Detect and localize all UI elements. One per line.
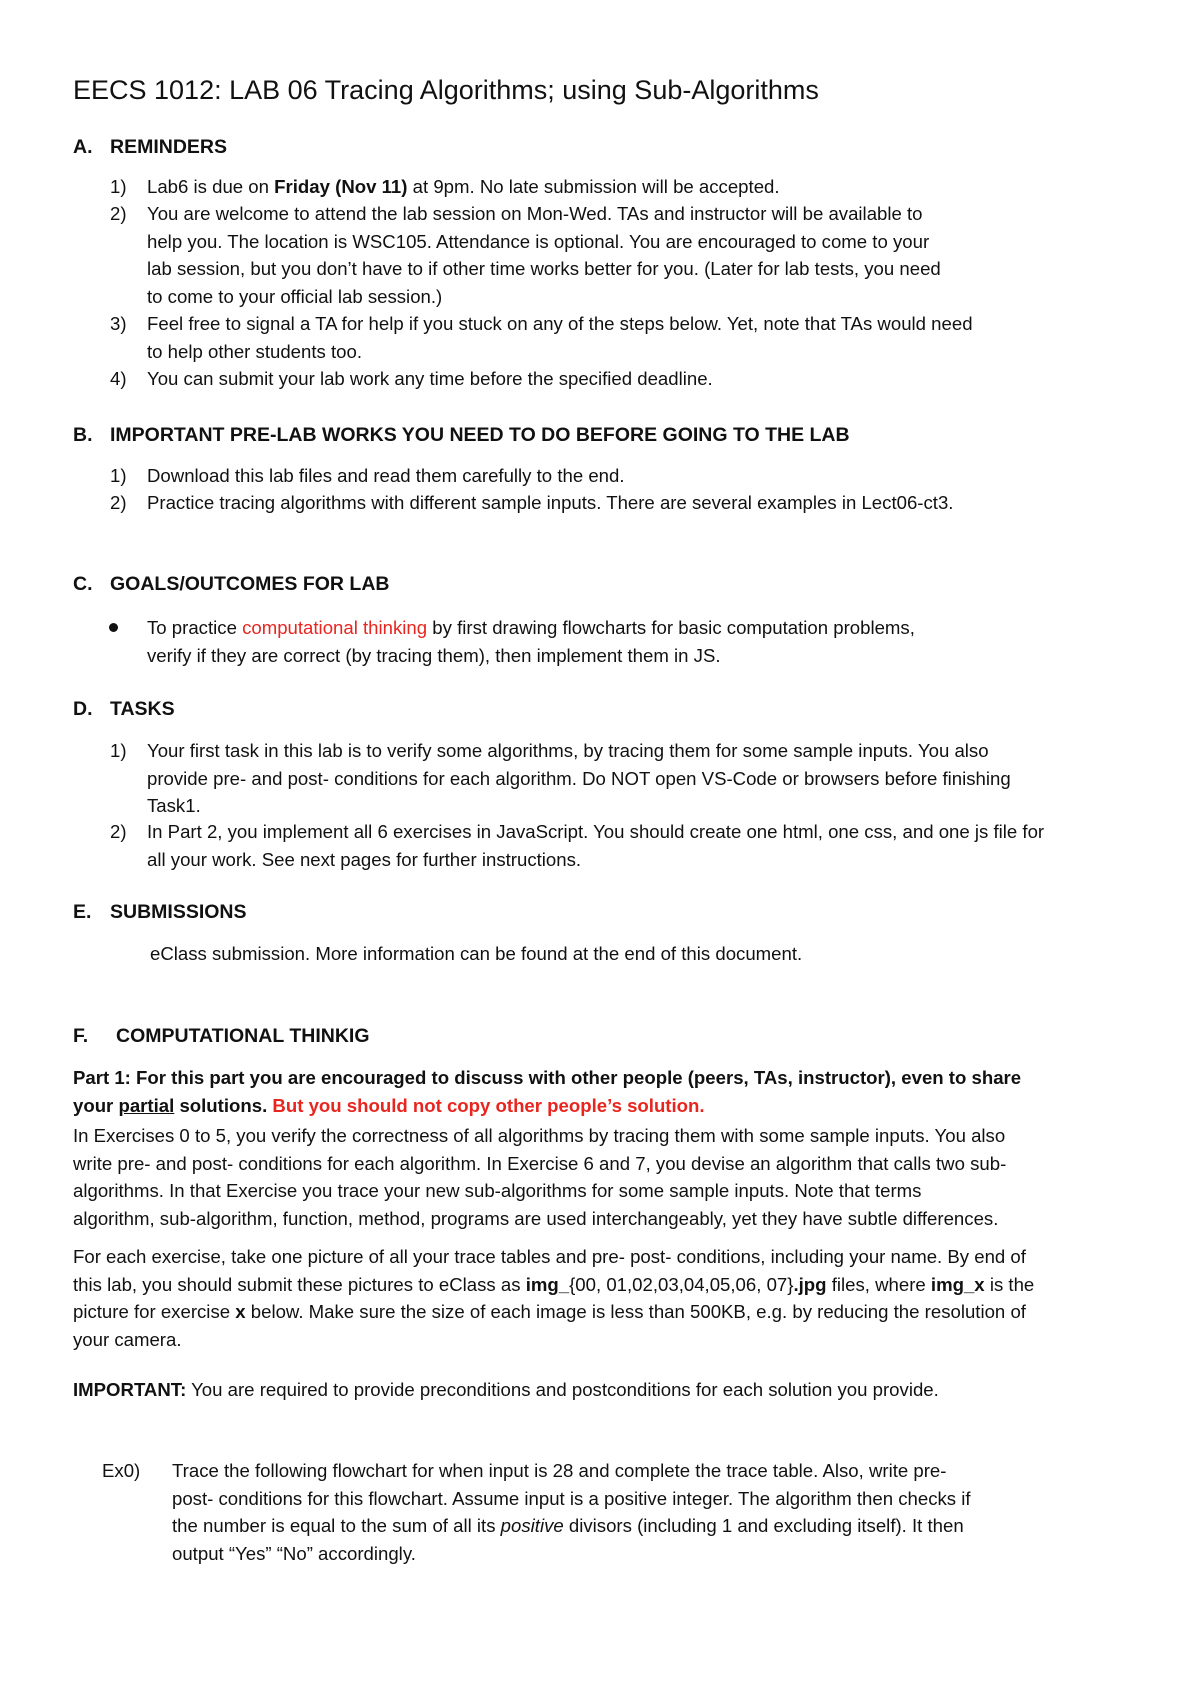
item-text <box>147 818 1147 873</box>
exercise-number: Ex0) <box>102 1460 141 1481</box>
text-line: to come to your official lab session.) <box>147 285 443 307</box>
text-line: Task1. <box>147 795 201 816</box>
text-line: algorithms. In that Exercise you trace your new sub-algorithms for some sample inputs. Note that terms <box>73 1180 922 1201</box>
text-line: You can submit your lab work any time before the specified deadline. <box>147 368 713 389</box>
section-title: REMINDERS <box>110 136 228 158</box>
text-part: by first drawing flowcharts for basic computation problems, <box>427 617 915 638</box>
item-text: eClass submission. More information can be found at the end of this document. <box>150 943 803 964</box>
item-number: 1) <box>110 465 127 486</box>
underlined-text: partial <box>118 1094 175 1116</box>
warning-text: But you should not copy other people’s solution. <box>272 1094 705 1116</box>
text-part: this lab, you should submit these pictures to eClass as <box>73 1273 526 1295</box>
item-text <box>147 173 1147 201</box>
item-number: 2) <box>110 203 127 224</box>
part1-paragraph <box>73 1064 1133 1119</box>
due-date: Friday (Nov 11) <box>274 176 408 197</box>
section-b-heading <box>73 421 850 449</box>
text-line: For each exercise, take one picture of all your trace tables and pre- post- conditions, including your name. By end of <box>73 1246 1026 1267</box>
item-text <box>147 200 1147 310</box>
item-number: 4) <box>110 368 127 389</box>
text-line: your camera. <box>73 1328 182 1350</box>
section-letter: C. <box>73 573 93 595</box>
text-part: picture for exercise <box>73 1301 236 1322</box>
text-part: To practice <box>147 617 243 638</box>
section-letter: B. <box>73 424 93 446</box>
text-part: files, where <box>826 1273 931 1295</box>
text-part: is the <box>984 1273 1035 1295</box>
page-title: EECS 1012: LAB 06 Tracing Algorithms; using Sub-Algorithms <box>73 75 819 105</box>
item-text <box>147 737 1147 820</box>
text-line: Feel free to signal a TA for help if you stuck on any of the steps below. Yet, note that TAs would need <box>147 313 973 334</box>
section-title: SUBMISSIONS <box>110 901 247 923</box>
important-paragraph <box>73 1376 1133 1404</box>
text-line: post- conditions for this flowchart. Assume input is a positive integer. The algorithm then checks if <box>172 1487 971 1509</box>
text-line: write pre- and post- conditions for each algorithm. In Exercise 6 and 7, you devise an algorithm that calls two sub- <box>73 1152 1007 1174</box>
item-number: 2) <box>110 821 127 842</box>
important-label: IMPORTANT: <box>73 1379 187 1400</box>
exercise-text <box>172 1457 1092 1567</box>
item-text <box>147 365 1147 393</box>
text-line: lab session, but you don’t have to if other time works better for you. (Later for lab tests, you need <box>147 258 941 279</box>
text-line: In Part 2, you implement all 6 exercises in JavaScript. You should create one html, one css, and one js file for <box>147 821 1045 842</box>
text-line: all your work. See next pages for further instructions. <box>147 848 582 870</box>
text-part: You are required to provide preconditions and postconditions for each solution you provide. <box>186 1379 939 1400</box>
item-text <box>147 310 1147 365</box>
item-text: Practice tracing algorithms with different sample inputs. There are several examples in Lect06-ct3. <box>147 492 954 513</box>
bold-text: x <box>235 1301 246 1322</box>
text-line <box>172 1512 1092 1540</box>
item-number: 1) <box>110 740 127 761</box>
item-number: 3) <box>110 313 127 334</box>
text-part: solutions. <box>174 1094 273 1116</box>
section-letter: D. <box>73 698 93 720</box>
bold-text: img_x <box>930 1273 985 1295</box>
text-line: Trace the following flowchart for when input is 28 and complete the trace table. Also, write pre- <box>172 1460 947 1481</box>
text-line <box>73 1092 1133 1120</box>
text-part: {00, 01,02,03,04,05,06, 07} <box>569 1273 794 1295</box>
text-part: below. Make sure the size of each image is less than 500KB, e.g. by reducing the resolution of <box>245 1301 1026 1322</box>
section-e-heading <box>73 898 247 926</box>
highlight-text: computational thinking <box>242 617 428 638</box>
section-title: TASKS <box>110 698 175 720</box>
italic-text: positive <box>500 1515 564 1536</box>
text-line <box>73 1376 1133 1404</box>
item-text: Download this lab files and read them carefully to the end. <box>147 465 625 486</box>
text-line <box>147 614 1147 642</box>
item-number: 2) <box>110 492 127 513</box>
text-line: In Exercises 0 to 5, you verify the correctness of all algorithms by tracing them with some sample inputs. You also <box>73 1125 1006 1146</box>
section-title: COMPUTATIONAL THINKIG <box>116 1025 370 1047</box>
section-c-heading <box>73 570 390 598</box>
item-number: 1) <box>110 176 127 197</box>
text-line: help you. The location is WSC105. Attendance is optional. You are encouraged to come to your <box>147 230 930 252</box>
section-title: GOALS/OUTCOMES FOR LAB <box>110 573 390 595</box>
text-line: output “Yes” “No” accordingly. <box>172 1542 416 1564</box>
text-part: divisors (including 1 and excluding itself). It then <box>563 1515 964 1536</box>
item-text-part: at 9pm. No late submission will be accepted. <box>407 176 780 197</box>
text-line: verify if they are correct (by tracing them), then implement them in JS. <box>147 644 721 666</box>
item-text-part: Lab6 is due on <box>147 176 275 197</box>
pictures-paragraph <box>73 1243 1133 1353</box>
bullet-dot <box>109 623 118 632</box>
text-line: algorithm, sub-algorithm, function, method, programs are used interchangeably, yet they have subtle differences. <box>73 1207 999 1229</box>
section-letter: A. <box>73 136 93 158</box>
item-text <box>147 614 1147 669</box>
text-line <box>73 1271 1133 1299</box>
section-letter: E. <box>73 901 92 923</box>
text-line: You are welcome to attend the lab session on Mon-Wed. TAs and instructor will be available to <box>147 203 923 224</box>
text-part: the number is equal to the sum of all its <box>172 1515 501 1536</box>
section-a-heading <box>73 133 227 161</box>
section-d-heading <box>73 695 175 723</box>
text-line: provide pre- and post- conditions for each algorithm. Do NOT open VS-Code or browsers before finishing <box>147 767 1011 789</box>
bold-text: .jpg <box>793 1273 827 1295</box>
section-letter: F. <box>73 1025 89 1047</box>
text-part: your <box>73 1094 119 1116</box>
text-line: Your first task in this lab is to verify some algorithms, by tracing them for some sample inputs. You also <box>147 740 989 761</box>
exercises-paragraph <box>73 1122 1133 1232</box>
section-title: IMPORTANT PRE-LAB WORKS YOU NEED TO DO BEFORE GOING TO THE LAB <box>110 424 850 446</box>
bold-text: img_ <box>525 1273 570 1295</box>
text-line: Part 1: For this part you are encouraged to discuss with other people (peers, TAs, instructor), even to share <box>73 1067 1022 1088</box>
text-line: to help other students too. <box>147 340 363 362</box>
section-f-heading <box>73 1022 369 1050</box>
text-line <box>73 1298 1133 1326</box>
